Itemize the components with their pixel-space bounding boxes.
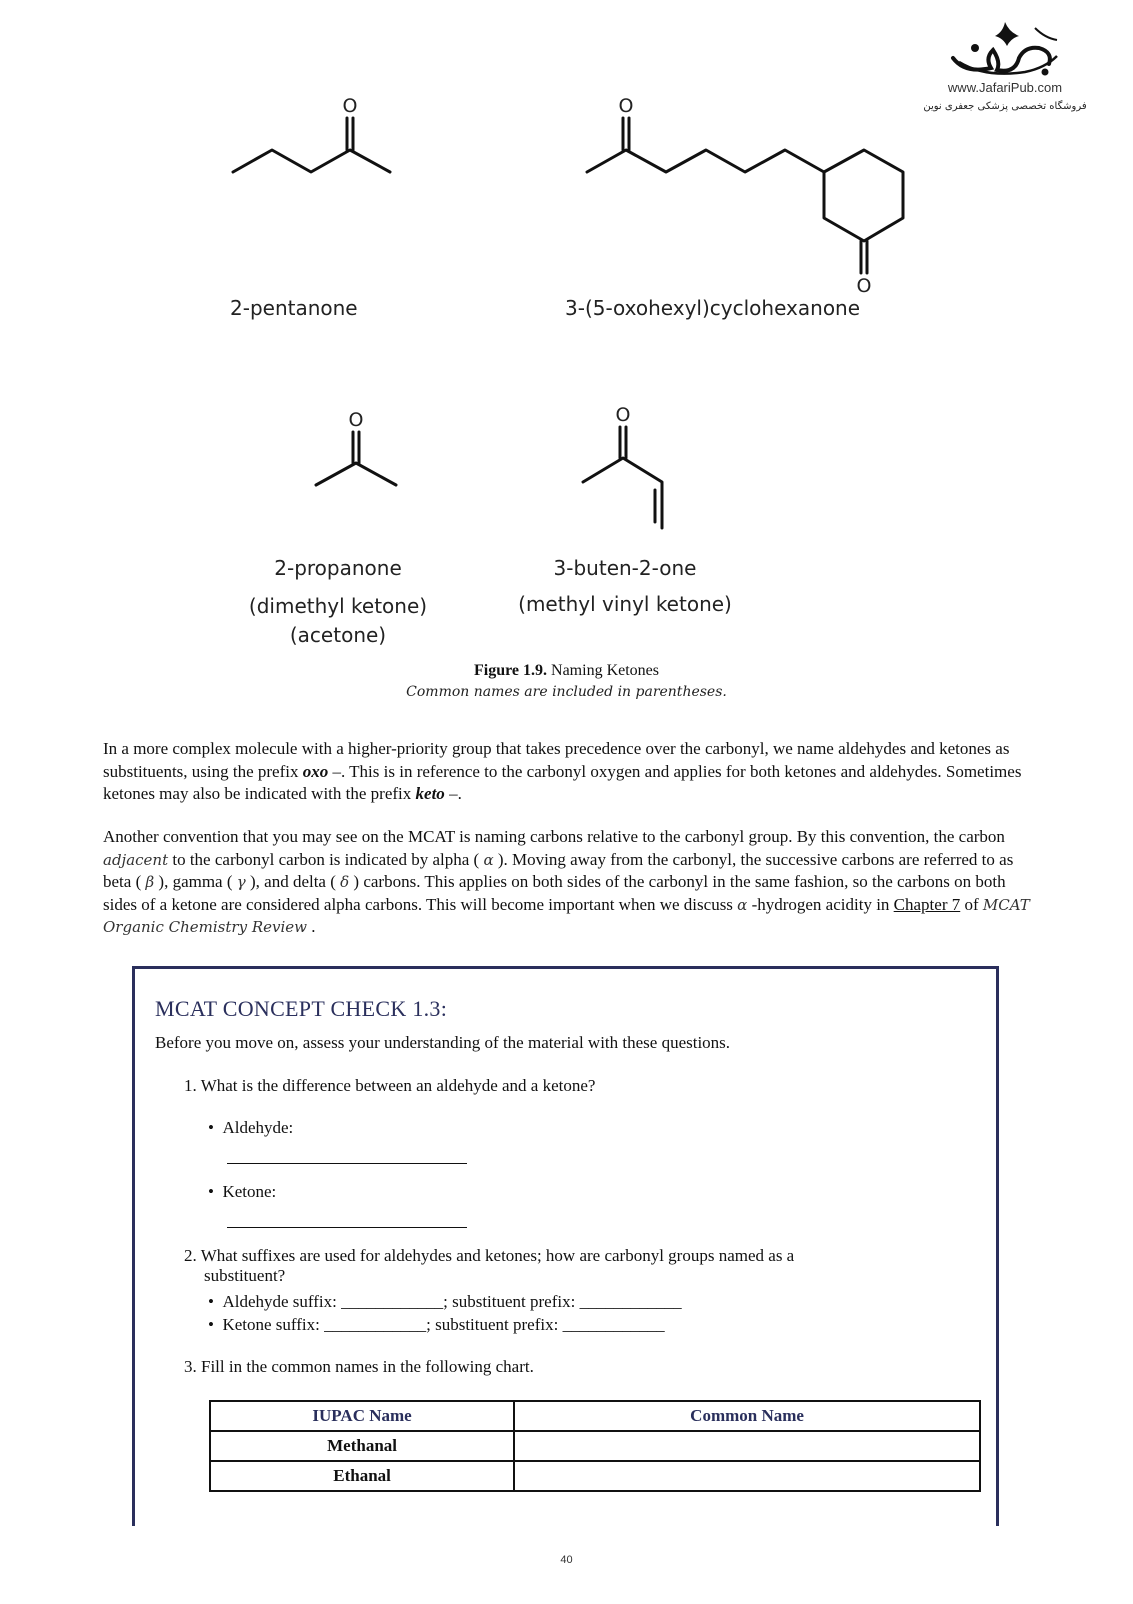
common-name-input-cell[interactable] — [514, 1461, 980, 1491]
common-name-dimethyl-ketone: (dimethyl ketone) — [248, 594, 428, 618]
question-1: 1. What is the difference between an aldehyde and a ketone? — [184, 1076, 596, 1095]
header-iupac-name: IUPAC Name — [210, 1401, 514, 1431]
concept-check-title: MCAT CONCEPT CHECK 1.3: — [155, 996, 448, 1021]
common-names-table — [209, 1400, 981, 1492]
q2-ketone-item: • Ketone suffix: ____________; substituent prefix: ____________ — [208, 1315, 665, 1334]
oxygen-label: O — [615, 404, 631, 426]
chapter-7-link[interactable]: Chapter 7 — [893, 894, 961, 914]
figure-caption — [0, 662, 1133, 680]
oxygen-label: O — [342, 95, 358, 117]
common-name-input-cell[interactable] — [514, 1431, 980, 1461]
prefix-oxo: oxo — [302, 761, 329, 781]
ketone-prefix-blank[interactable]: ____________ — [562, 1315, 665, 1334]
q2-aldehyde-item: • Aldehyde suffix: ____________; substituent prefix: ____________ — [208, 1292, 682, 1311]
symbol-beta: β — [145, 873, 155, 891]
q1-aldehyde-item: • Aldehyde: — [208, 1118, 294, 1137]
symbol-alpha: α — [483, 850, 494, 869]
table-row — [210, 1431, 980, 1461]
concept-check-intro: Before you move on, assess your understanding of the material with these questions. — [155, 1033, 731, 1052]
prefix-keto: keto — [415, 784, 445, 803]
structure-name-2-pentanone: 2-pentanone — [230, 296, 358, 320]
common-name-acetone: (acetone) — [289, 623, 387, 647]
term-adjacent: adjacent — [103, 850, 169, 869]
question-3: 3. Fill in the common names in the following chart. — [184, 1357, 534, 1376]
book-title: MCAT Organic Chemistry Review — [103, 895, 1030, 936]
figure-caption-title: Naming Ketones — [547, 662, 659, 679]
question-2: 2. What suffixes are used for aldehydes and ketones; how are carbonyl groups named as a substituent? — [184, 1246, 795, 1285]
ketone-answer-blank[interactable] — [227, 1227, 467, 1228]
oxygen-label: O — [856, 275, 872, 297]
ketone-suffix-blank[interactable]: ____________ — [324, 1315, 427, 1334]
q1-ketone-item: • Ketone: — [208, 1182, 277, 1201]
structure-2-propanone — [316, 432, 396, 485]
header-common-name: Common Name — [514, 1401, 980, 1431]
table-row — [210, 1461, 980, 1491]
common-name-methyl-vinyl-ketone: (methyl vinyl ketone) — [518, 592, 732, 616]
figure-subcaption: Common names are included in parentheses. — [406, 684, 727, 700]
publisher-tagline: فروشگاه تخصصی پزشکی جعفری نوین — [923, 101, 1087, 112]
symbol-gamma: γ — [236, 873, 246, 891]
iupac-cell: Methanal — [210, 1431, 514, 1461]
publisher-url: www.JafariPub.com — [947, 80, 1063, 95]
aldehyde-prefix-blank[interactable]: ____________ — [579, 1292, 682, 1311]
structure-2-pentanone — [233, 118, 390, 172]
oxygen-label: O — [618, 95, 634, 117]
structure-name-oxohexyl-cyclohexanone: 3-(5-oxohexyl)cyclohexanone — [565, 296, 861, 320]
structure-3-5-oxohexyl-cyclohexanone — [587, 118, 903, 273]
aldehyde-suffix-blank[interactable]: ____________ — [341, 1292, 444, 1311]
paragraph-alpha-carbons: Another convention that you may see on the MCAT is naming carbons relative to the carbonyl group. By this convention, the carbon adjacent to the carbonyl carbon is indicated by alpha ( α ). Moving away from the carbonyl, the successive carbons are referred to as beta ( β ), gamma ( γ ), and delta ( δ ) carbons. This applies on both sides of the carbonyl in the same fashion, so the carbons on both sides of a ketone are considered alpha carbons. This will become important when we discuss α -hydrogen acidity in Chapter 7 of MCAT Organic Chemistry Review . — [103, 827, 1030, 936]
ketone-structures-figure — [0, 0, 1133, 650]
aldehyde-answer-blank[interactable] — [227, 1163, 467, 1164]
structure-name-3-buten-2-one: 3-buten-2-one — [553, 556, 697, 580]
iupac-cell: Ethanal — [210, 1461, 514, 1491]
symbol-alpha: α — [737, 895, 748, 914]
structure-name-2-propanone: 2-propanone — [274, 556, 402, 580]
symbol-delta: δ — [340, 873, 350, 891]
oxygen-label: O — [348, 409, 364, 431]
paragraph-substituent-naming: In a more complex molecule with a higher-priority group that takes precedence over the carbonyl, we name aldehydes and ketones as substituents, using the prefix oxo –. This is in reference to the carbonyl oxygen and applies for both ketones and aldehydes. Sometimes ketones may also be indicated with the prefix keto –. — [103, 739, 1022, 803]
structure-3-buten-2-one — [583, 427, 662, 528]
table-header-row — [210, 1401, 980, 1431]
figure-caption-number: Figure 1.9. — [473, 662, 548, 679]
page-number: 40 — [560, 1554, 573, 1566]
